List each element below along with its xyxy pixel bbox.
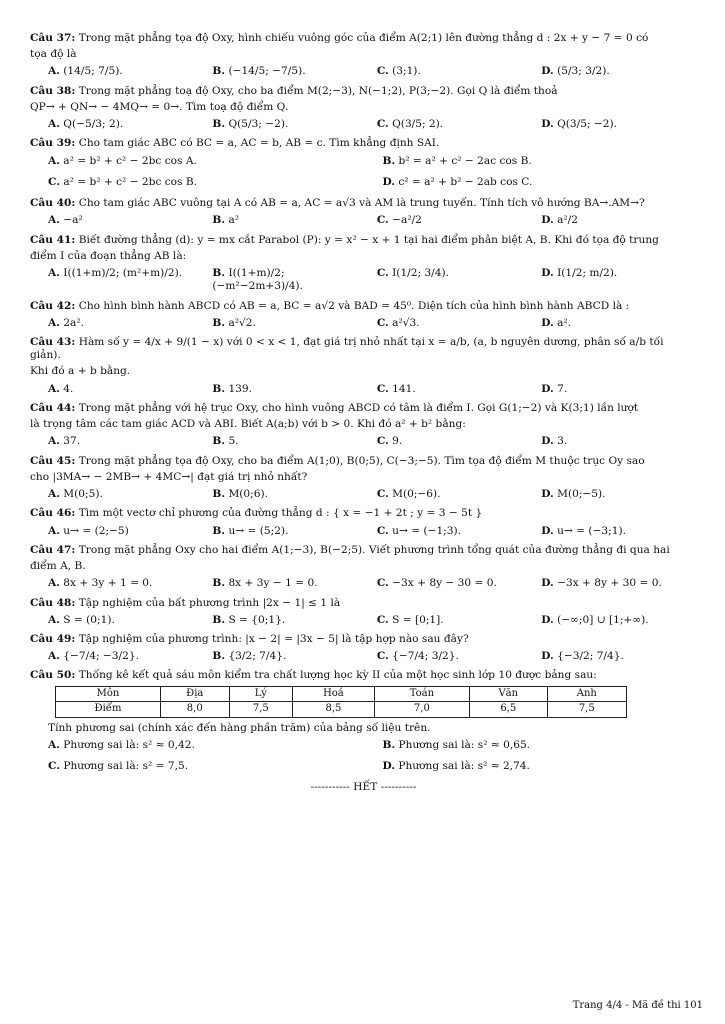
option-key: B. (212, 118, 226, 131)
option-text: {3/2; 7/4}. (228, 650, 287, 663)
option-text: Phương sai là: s² = 7,5. (63, 760, 189, 773)
answer-option[interactable] (377, 214, 533, 227)
question-label: Câu 48: (30, 596, 76, 609)
answer-option[interactable] (212, 577, 368, 590)
option-text: M(0;5). (63, 488, 103, 501)
option-text: a² (228, 214, 240, 227)
option-text: I((1+m)/2; (m²+m)/2). (63, 267, 183, 280)
question-body: Cho tam giác ABC vuông tại A có AB = a, AC = a√3 và AM là trung tuyến. Tính tích vô hướng BA→.AM→? (78, 197, 645, 210)
answer-options (48, 65, 697, 78)
answer-option[interactable] (48, 760, 363, 773)
question-text (30, 471, 697, 484)
question (30, 597, 697, 627)
option-key: D. (541, 577, 554, 590)
question-body: Cho hình bình hành ABCD có AB = a, BC = a√2 và BAD = 45⁰. Diện tích của hình bình hành ABCD là : (78, 299, 630, 312)
answer-option[interactable] (48, 65, 204, 78)
question-label: Câu 37: (30, 32, 76, 44)
question-body: QP→ + QN→ − 4MQ→ = 0→. Tìm toạ độ điểm Q. (30, 100, 289, 113)
table-cell: Toán (374, 686, 469, 702)
option-key: C. (376, 382, 389, 395)
question-body: Cho tam giác ABC có BC = a, AC = b, AB = c. Tìm khẳng định SAI. (78, 137, 440, 150)
question-text (30, 669, 697, 682)
table-cell: 7,0 (374, 702, 469, 718)
question-body: Khi đó a + b bằng. (30, 365, 131, 378)
question-text: Tính phương sai (chính xác đến hàng phần trăm) của bảng số liệu trên. (48, 721, 431, 734)
question (30, 32, 697, 79)
answer-options (48, 525, 697, 538)
question-body: Tập nghiệm của phương trình: |x − 2| = |3x − 5| là tập hợp nào sau đây? (78, 632, 469, 645)
answer-options (48, 650, 697, 663)
answer-option[interactable] (212, 65, 368, 78)
option-key: D. (541, 488, 554, 501)
table-cell: 8,5 (293, 702, 375, 718)
answer-options (48, 488, 697, 501)
question (30, 197, 697, 227)
question-text (30, 85, 697, 98)
option-text: M(0;6). (228, 488, 268, 501)
option-text: −a² (63, 214, 83, 227)
option-text: Q(3/5; −2). (557, 118, 618, 131)
option-key: D. (541, 650, 554, 663)
option-key: B. (212, 316, 226, 329)
answer-option[interactable] (541, 435, 697, 448)
question-text (30, 197, 697, 210)
answer-option[interactable] (541, 577, 697, 590)
option-key: B. (212, 613, 226, 626)
answer-option[interactable] (377, 267, 533, 293)
answer-option[interactable] (212, 214, 368, 227)
option-key: B. (212, 65, 226, 78)
answer-option[interactable] (541, 317, 697, 330)
question-text (30, 560, 697, 573)
option-text: u→ = (2;−5) (63, 524, 129, 537)
option-text: I((1+m)/2; (−m²−2m+3)/4). (212, 267, 303, 293)
option-text: b² = a² + c² − 2ac cos B. (398, 154, 532, 167)
question-body: Hàm số y = 4/x + 9/(1 − x) với 0 < x < 1, đạt giá trị nhỏ nhất tại x = a/b, (a, b nguyên dương, phân số a/b tối giản). (30, 335, 664, 362)
option-key: A. (48, 214, 60, 227)
question-50 (30, 669, 697, 773)
answer-option[interactable] (212, 525, 368, 538)
option-key: B. (212, 650, 226, 663)
table-cell: Lý (229, 686, 293, 702)
option-key: C. (376, 613, 389, 626)
option-text: 9. (392, 435, 403, 448)
option-text: 3. (557, 435, 568, 448)
answer-option[interactable] (212, 118, 368, 131)
option-text: {−7/4; 3/2}. (392, 650, 459, 663)
option-key: A. (48, 435, 60, 448)
option-key: A. (48, 524, 60, 537)
question-body: Biết đường thẳng (d): y = mx cắt Parabol (P): y = x² − x + 1 tại hai điểm phân biệt A, B. Khi đó tọa độ trung (78, 233, 659, 246)
question (30, 137, 697, 189)
answer-option[interactable] (48, 614, 204, 627)
answer-option[interactable] (377, 435, 533, 448)
option-key: A. (48, 154, 60, 167)
option-key: C. (376, 267, 389, 280)
question-body: Tìm một vectơ chỉ phương của đường thẳng d : { x = −1 + 2t ; y = 3 − 5t } (78, 507, 483, 520)
option-key: C. (376, 435, 389, 448)
question-text (30, 597, 697, 610)
end-marker: ----------- HẾT ---------- (310, 781, 417, 794)
option-key: A. (48, 577, 60, 590)
question-body: Tập nghiệm của bất phương trình |2x − 1| ≤ 1 là (78, 596, 341, 609)
option-text: 8x + 3y − 1 = 0. (228, 577, 318, 590)
option-text: S = {0;1}. (228, 613, 286, 626)
question-label: Câu 50: (30, 669, 76, 682)
option-key: A. (48, 488, 60, 501)
question (30, 336, 697, 396)
question-text (30, 234, 697, 247)
option-text: {−7/4; −3/2}. (63, 650, 139, 663)
question-text (30, 507, 697, 520)
table-cell: Anh (547, 686, 626, 702)
option-key: C. (376, 214, 389, 227)
option-text: S = [0;1]. (392, 613, 444, 626)
option-key: C. (376, 118, 389, 131)
question-text (30, 418, 697, 431)
option-key: B. (212, 524, 226, 537)
option-key: A. (48, 65, 60, 78)
answer-option[interactable] (212, 435, 368, 448)
question (30, 633, 697, 663)
answer-option[interactable] (48, 267, 204, 293)
option-key: D. (541, 524, 554, 537)
answer-option[interactable] (383, 739, 698, 752)
page-footer: Trang 4/4 - Mã đề thi 101 (572, 999, 703, 1011)
answer-options (48, 118, 697, 131)
option-key: D. (541, 613, 554, 626)
question-text (30, 336, 697, 362)
question-label: Câu 45: (30, 454, 76, 467)
answer-option[interactable] (48, 383, 204, 396)
table-row (56, 702, 627, 718)
option-text: I(1/2; 3/4). (392, 267, 449, 280)
option-key: C. (376, 488, 389, 501)
question-body: Trong mặt phẳng Oxy cho hai điểm A(1;−3), B(−2;5). Viết phương trình tổng quát của đường thẳng đi qua hai (78, 543, 670, 556)
option-key: A. (48, 316, 60, 329)
option-key: D. (541, 118, 554, 131)
question-text (30, 365, 697, 378)
option-text: (3;1). (392, 65, 421, 78)
option-text: Phương sai là: s² ≈ 2,74. (398, 760, 530, 773)
answer-option[interactable] (48, 176, 363, 189)
answer-option[interactable] (48, 650, 204, 663)
option-text: Q(−5/3; 2). (63, 118, 124, 131)
option-key: D. (541, 382, 554, 395)
option-key: B. (212, 267, 226, 280)
answer-option[interactable] (541, 650, 697, 663)
option-key: A. (48, 650, 60, 663)
answer-option[interactable] (377, 577, 533, 590)
question-text (30, 544, 697, 557)
answer-option[interactable] (48, 739, 363, 752)
option-text: (5/3; 3/2). (557, 65, 610, 78)
option-key: C. (376, 65, 389, 78)
table-cell: Môn (56, 686, 161, 702)
option-key: B. (212, 214, 226, 227)
option-text: Q(3/5; 2). (392, 118, 444, 131)
option-key: A. (48, 613, 60, 626)
answer-option[interactable] (377, 65, 533, 78)
option-key: B. (382, 738, 396, 751)
answer-option[interactable] (377, 118, 533, 131)
option-text: −a²/2 (392, 214, 422, 227)
question-body: Trong mặt phẳng toạ độ Oxy, cho ba điểm M(2;−3), N(−1;2), P(3;−2). Gọi Q là điểm thoả (78, 84, 558, 97)
answer-option[interactable] (212, 267, 368, 293)
question-body: Trong mặt phẳng tọa độ Oxy, hình chiếu vuông góc của điểm A(2;1) lên đường thẳng d : 2x + y − 7 = 0 có (78, 32, 649, 44)
answer-option[interactable] (212, 488, 368, 501)
answer-option[interactable] (377, 317, 533, 330)
option-text: a² = b² + c² − 2bc cos B. (63, 175, 198, 188)
option-text: 37. (63, 435, 81, 448)
question (30, 85, 697, 132)
answer-option[interactable] (212, 383, 368, 396)
option-text: (−∞;0] ∪ [1;+∞). (557, 613, 649, 626)
option-key: A. (48, 267, 60, 280)
answer-option[interactable] (377, 383, 533, 396)
option-text: 5. (228, 435, 239, 448)
question (30, 234, 697, 294)
option-text: u→ = (−1;3). (392, 524, 461, 537)
table-row (56, 686, 627, 702)
question-text (30, 101, 697, 114)
question-text (30, 455, 697, 468)
answer-option[interactable] (541, 383, 697, 396)
answer-option[interactable] (541, 267, 697, 293)
option-key: A. (48, 118, 60, 131)
answer-option[interactable] (541, 488, 697, 501)
option-text: a²√3. (392, 316, 420, 329)
option-key: D. (541, 435, 554, 448)
option-key: C. (376, 316, 389, 329)
option-key: D. (541, 316, 554, 329)
question-list (30, 32, 697, 663)
answer-options (48, 577, 697, 590)
question-label: Câu 41: (30, 233, 76, 246)
answer-option[interactable] (48, 118, 204, 131)
answer-option[interactable] (212, 317, 368, 330)
question-text (30, 250, 697, 263)
question-body: cho |3MA→ − 2MB→ + 4MC→| đạt giá trị nhỏ nhất? (30, 470, 308, 483)
option-text: u→ = (5;2). (228, 524, 289, 537)
question-text (30, 32, 697, 45)
option-key: D. (382, 175, 395, 188)
option-text: Phương sai là: s² ≈ 0,65. (398, 738, 531, 751)
answer-options (48, 155, 697, 189)
answer-option[interactable] (48, 317, 204, 330)
option-text: 2a². (63, 316, 84, 329)
answer-option[interactable] (377, 614, 533, 627)
question-label: Câu 46: (30, 507, 76, 520)
option-key: B. (212, 435, 226, 448)
option-key: D. (541, 65, 554, 78)
option-text: 139. (228, 382, 253, 395)
option-text: 141. (392, 382, 416, 395)
table-cell: Văn (469, 686, 547, 702)
answer-options (48, 267, 697, 293)
option-text: a² = b² + c² − 2bc cos A. (63, 154, 197, 167)
option-text: u→ = (−3;1). (557, 524, 626, 537)
option-text: a²/2 (557, 214, 578, 227)
question-label: Câu 44: (30, 401, 76, 414)
answer-options (48, 739, 697, 773)
table-cell: Hoá (293, 686, 375, 702)
answer-option[interactable] (377, 488, 533, 501)
answer-option[interactable] (212, 650, 368, 663)
answer-option[interactable] (212, 614, 368, 627)
question-label: Câu 43: (30, 335, 76, 348)
question-label: Câu 38: (30, 84, 76, 97)
answer-option[interactable] (383, 176, 698, 189)
option-text: Phương sai là: s² ≈ 0,42. (63, 738, 195, 751)
table-cell: 7,5 (547, 702, 626, 718)
option-text: M(0;−6). (392, 488, 441, 501)
option-key: A. (48, 382, 60, 395)
option-text: (−14/5; −7/5). (228, 65, 306, 78)
question-body: điểm A, B. (30, 560, 86, 573)
answer-options (48, 317, 697, 330)
answer-option[interactable] (383, 155, 698, 168)
option-text: a²√2. (228, 316, 256, 329)
table-cell: 8,0 (160, 702, 229, 718)
answer-option[interactable] (48, 577, 204, 590)
answer-option[interactable] (48, 214, 204, 227)
option-key: B. (212, 577, 226, 590)
answer-option[interactable] (377, 525, 533, 538)
answer-option[interactable] (541, 614, 697, 627)
option-key: B. (212, 382, 226, 395)
option-text: Q(5/3; −2). (228, 118, 289, 131)
option-text: a². (557, 316, 572, 329)
answer-option[interactable] (48, 525, 204, 538)
option-text: −3x + 8y + 30 = 0. (557, 577, 662, 590)
table-cell: Địa (160, 686, 229, 702)
question-text (30, 633, 697, 646)
question (30, 300, 697, 330)
table-cell: 7,5 (229, 702, 293, 718)
answer-options (48, 435, 697, 448)
question (30, 507, 697, 537)
option-text: (14/5; 7/5). (63, 65, 123, 78)
question-text (30, 48, 697, 61)
question-body: là trọng tâm các tam giác ACD và ABI. Biết A(a;b) với b > 0. Khi đó a² + b² bằng: (30, 418, 466, 431)
option-text: S = (0;1). (63, 613, 115, 626)
answer-option[interactable] (541, 525, 697, 538)
question-body: Trong mặt phẳng tọa độ Oxy, cho ba điểm A(1;0), B(0;5), C(−3;−5). Tìm tọa độ điểm M thuộc trục Oy sao (78, 454, 645, 467)
answer-options (48, 383, 697, 396)
question-body: Trong mặt phẳng với hệ trục Oxy, cho hình vuông ABCD có tâm là điểm I. Gọi G(1;−2) và K(3;1) lần lượt (78, 401, 639, 414)
option-text: 7. (557, 382, 568, 395)
question-text (30, 300, 697, 313)
option-text: 8x + 3y + 1 = 0. (63, 577, 153, 590)
option-key: D. (541, 214, 554, 227)
question-text (30, 137, 697, 150)
option-text: M(0;−5). (557, 488, 606, 501)
option-key: A. (48, 738, 60, 751)
option-key: C. (376, 524, 389, 537)
option-key: B. (212, 488, 226, 501)
option-text: {−3/2; 7/4}. (557, 650, 624, 663)
table-cell: Điểm (56, 702, 161, 718)
answer-option[interactable] (377, 650, 533, 663)
option-text: −3x + 8y − 30 = 0. (392, 577, 497, 590)
answer-option[interactable] (541, 65, 697, 78)
question-body: tọa độ là (30, 48, 77, 61)
option-key: C. (376, 650, 389, 663)
option-text: c² = a² + b² − 2ab cos C. (398, 175, 533, 188)
question (30, 402, 697, 449)
answer-option[interactable] (541, 118, 697, 131)
option-key: C. (376, 577, 389, 590)
question (30, 544, 697, 591)
option-key: B. (382, 154, 396, 167)
answer-option[interactable] (541, 214, 697, 227)
option-key: D. (382, 760, 395, 773)
question-label: Câu 42: (30, 299, 76, 312)
question-text (30, 402, 697, 415)
question-label: Câu 39: (30, 137, 76, 150)
answer-option[interactable] (48, 488, 204, 501)
option-key: C. (48, 175, 60, 188)
question-body: Thống kê kết quả sáu môn kiểm tra chất lượng học kỳ II của một học sinh lớp 10 được bảng sau: (78, 669, 597, 682)
question-label: Câu 49: (30, 632, 76, 645)
score-table (55, 686, 627, 718)
option-key: C. (48, 760, 60, 773)
answer-options (48, 614, 697, 627)
answer-options (48, 214, 697, 227)
question-label: Câu 47: (30, 543, 76, 556)
question-body: điểm I của đoạn thẳng AB là: (30, 249, 187, 262)
table-cell: 6,5 (469, 702, 547, 718)
option-text: 4. (63, 382, 74, 395)
option-key: D. (541, 267, 554, 280)
answer-option[interactable] (383, 760, 698, 773)
question-label: Câu 40: (30, 197, 76, 210)
answer-option[interactable] (48, 435, 204, 448)
answer-option[interactable] (48, 155, 363, 168)
question (30, 455, 697, 502)
option-text: I(1/2; m/2). (557, 267, 618, 280)
